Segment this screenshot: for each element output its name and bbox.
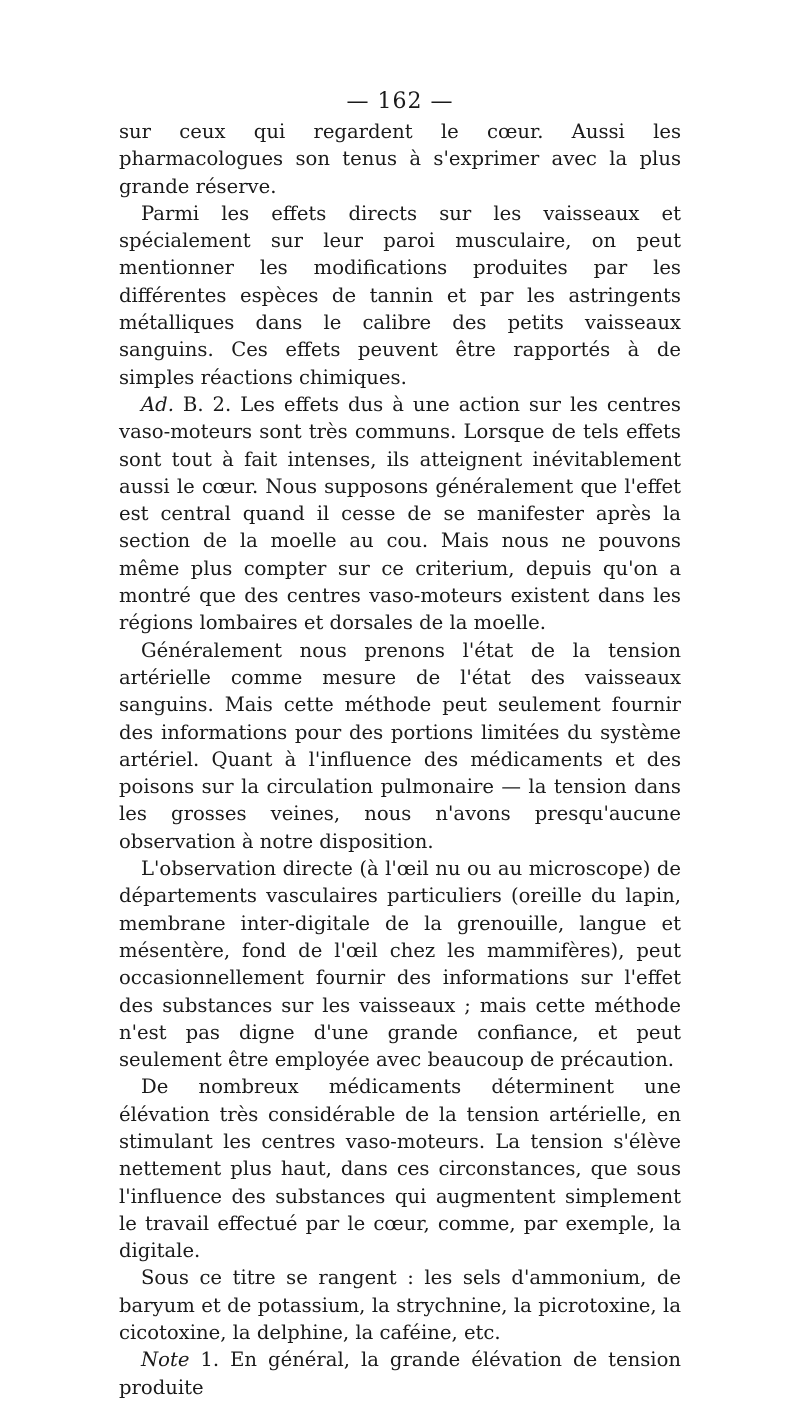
section-lead: Ad. <box>141 392 174 416</box>
paragraph-direct-effects: Parmi les effets directs sur les vaisseaux et spécialement sur leur paroi musculaire, on peut mentionner les modifications produites par les différentes espèces de tannin et par les astringents métalliques dans le calibre des petits vaisseaux sanguins. Ces effets peuvent être rapportés à de simples réactions chimiques. <box>119 201 681 389</box>
paragraph-note <box>119 1346 681 1401</box>
paragraph-direct-observation: L'observation directe (à l'œil nu ou au microscope) de départements vasculaires particuliers (oreille du lapin, membrane inter-digitale de la grenouille, langue et mésentère, fond de l'œil chez les mammifères), peut occasionnellement fournir des informations sur l'effet des substances sur les vaisseaux ; mais cette méthode n'est pas digne d'une grande confiance, et peut seulement être employée avec beaucoup de précaution. <box>119 857 681 1072</box>
paragraph-text: 1. En général, la grande élévation de tension produite <box>119 1348 681 1399</box>
paragraph-text: B. 2. Les effets dus à une action sur les centres vaso-moteurs sont très communs. Lorsque de tels effets sont tout à fait intenses, ils atteignent inévitablement aussi le cœur. Nous supposons généralement que l'effet est central quand il cesse de se manifester après la section de la moelle au cou. Mais nous ne pouvons même plus compter sur ce criterium, depuis qu'on a montré que des centres vaso-moteurs existent dans les régions lombaires et dorsales de la moelle. <box>119 392 681 635</box>
page-number: — 162 — <box>346 89 454 114</box>
paragraph-continuation: sur ceux qui regardent le cœur. Aussi les pharmacologues son tenus à s'exprimer avec la plus grande réserve. <box>119 120 681 198</box>
paragraph-vasomotor-centres <box>119 391 681 637</box>
paragraph-arterial-tension: Généralement nous prenons l'état de la tension artérielle comme mesure de l'état des vaisseaux sanguins. Mais cette méthode peut seulement fournir des informations pour des portions limitées du système artériel. Quant à l'influence des médicaments et des poisons sur la circulation pulmonaire — la tension dans les grosses veines, nous n'avons presqu'aucune observation à notre disposition. <box>119 638 681 853</box>
note-lead: Note <box>141 1348 190 1372</box>
paragraph-substance-list: Sous ce titre se rangent : les sels d'ammonium, de baryum et de potassium, la strychnine, la picrotoxine, la cicotoxine, la delphine, la caféine, etc. <box>119 1266 681 1345</box>
paragraph-tension-elevation: De nombreux médicaments déterminent une élévation très considérable de la tension artérielle, en stimulant les centres vaso-moteurs. La tension s'élève nettement plus haut, dans ces circonstances, que sous l'influence des substances qui augmentent simplement le travail effectué par le cœur, comme, par exemple, la digitale. <box>119 1075 681 1263</box>
